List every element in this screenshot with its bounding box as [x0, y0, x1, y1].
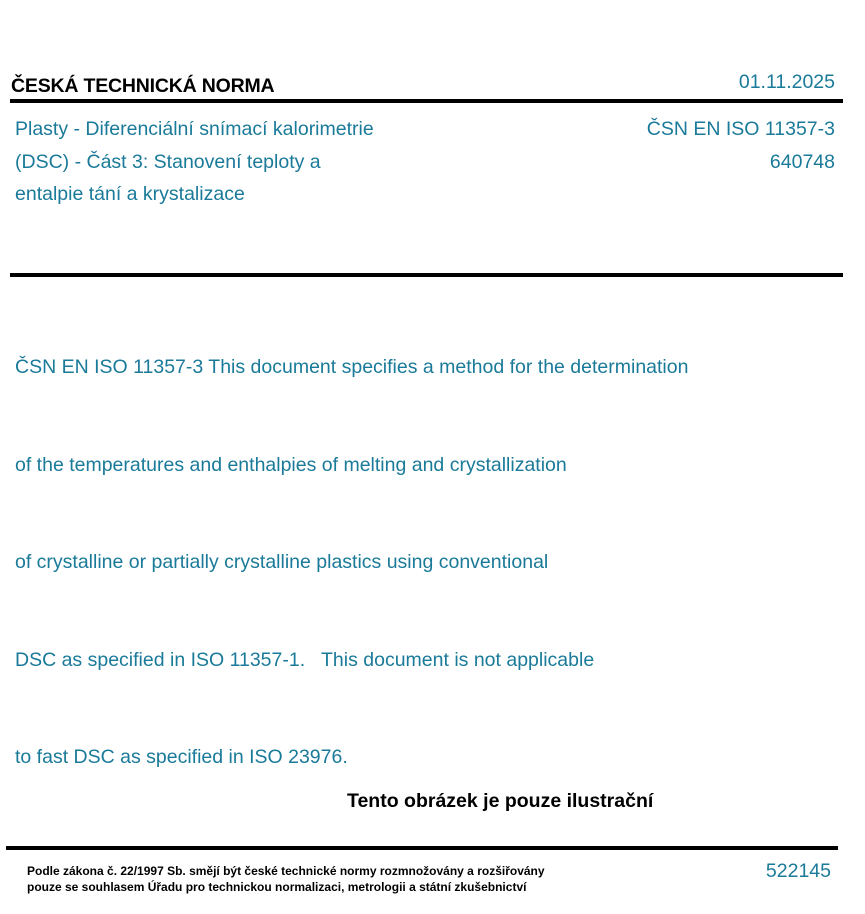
section-divider	[10, 273, 843, 277]
legal-notice-line: Podle zákona č. 22/1997 Sb. smějí být české technické normy rozmnožovány a rozšiřovány	[27, 864, 545, 878]
standard-title-line: entalpie tání a krystalizace	[15, 183, 245, 205]
standard-code: ČSN EN ISO 11357-3	[646, 118, 835, 140]
document-type-heading: ČESKÁ TECHNICKÁ NORMA	[11, 75, 275, 97]
standard-title	[15, 113, 374, 211]
abstract	[15, 286, 688, 806]
illustration-notice: Tento obrázek je pouze ilustrační	[347, 790, 654, 812]
classification-number: 640748	[769, 150, 835, 173]
standard-title-line: (DSC) - Část 3: Stanovení teploty a	[15, 150, 321, 173]
legal-notice	[27, 863, 545, 895]
abstract-line: ČSN EN ISO 11357-3 This document specifies a method for the determination	[15, 356, 689, 378]
standard-identifiers	[647, 113, 835, 178]
abstract-line: of the temperatures and enthalpies of melting and crystallization	[15, 453, 567, 476]
abstract-line: of crystalline or partially crystalline plastics using conventional	[15, 551, 549, 573]
standard-title-line: Plasty - Diferenciální snímací kalorimetrie	[15, 118, 374, 140]
legal-notice-line: pouze se souhlasem Úřadu pro technickou normalizaci, metrologii a státní zkušebnictví	[27, 880, 527, 894]
document-number: 522145	[765, 860, 831, 882]
footer-divider	[6, 846, 838, 850]
abstract-line: DSC as specified in ISO 11357-1. This document is not applicable	[15, 648, 595, 671]
issue-date: 01.11.2025	[738, 71, 835, 93]
header-divider	[10, 99, 843, 103]
abstract-line: to fast DSC as specified in ISO 23976.	[15, 746, 348, 768]
